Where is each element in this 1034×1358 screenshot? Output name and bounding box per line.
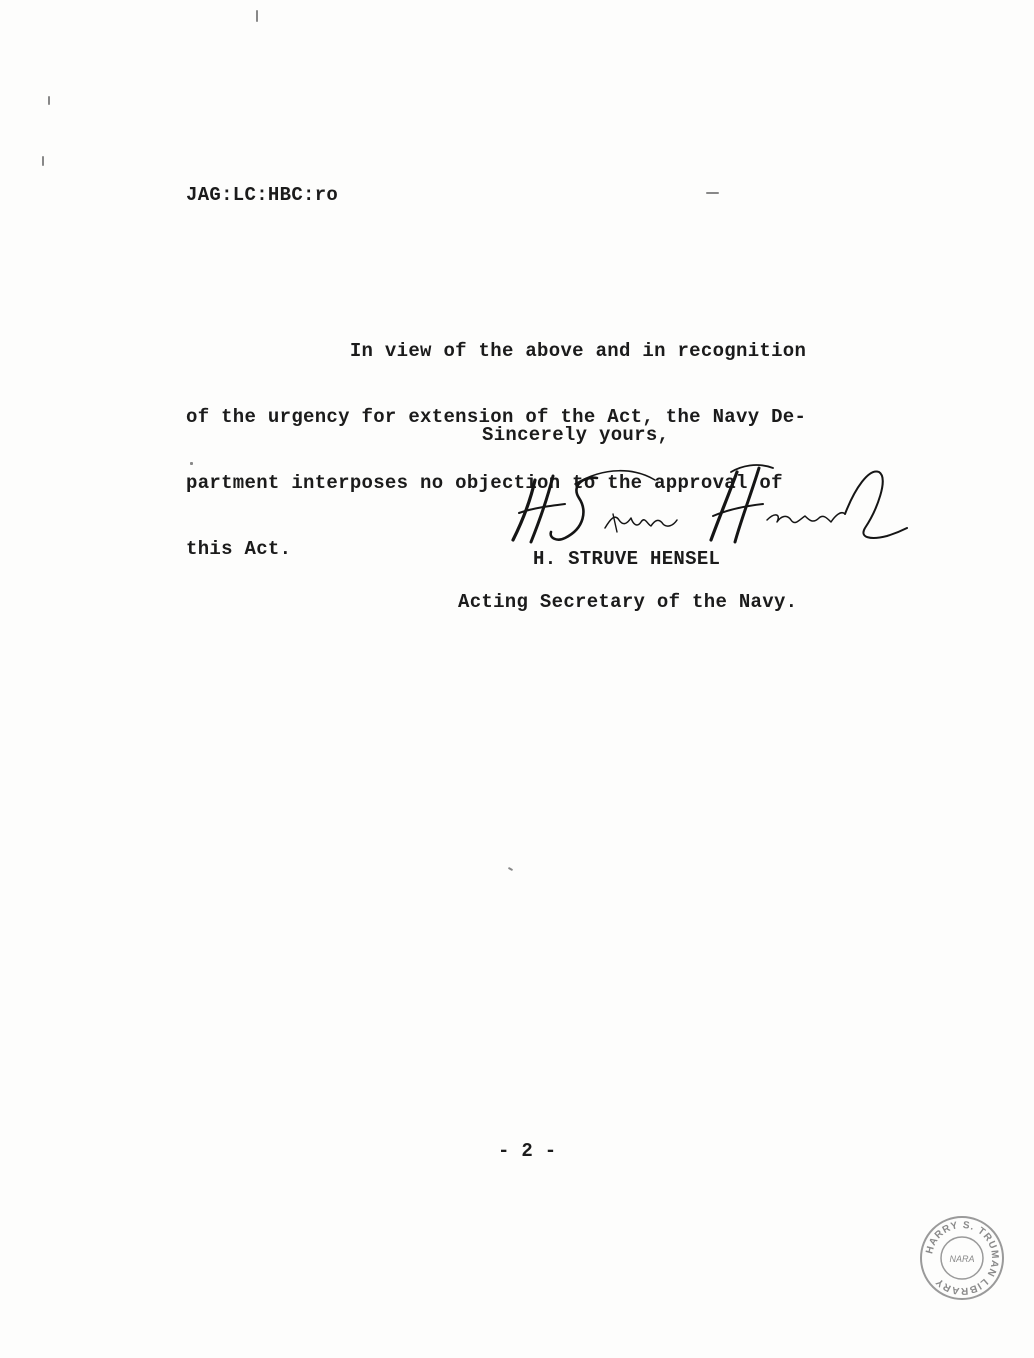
paper-speck: [42, 156, 44, 166]
paper-speck: [48, 96, 50, 105]
body-line: of the urgency for extension of the Act, the Navy De-: [186, 406, 807, 428]
reference-code: JAG:LC:HBC:ro: [186, 184, 339, 206]
body-line: In view of the above and in recognition: [186, 340, 807, 362]
paper-speck: [508, 867, 513, 871]
paper-speck: [706, 192, 719, 194]
page-number: - 2 -: [498, 1140, 557, 1162]
stamp-text: HARRY S. TRUMAN LIBRARY: [924, 1219, 1001, 1297]
library-stamp-icon: [918, 1214, 1006, 1302]
signatory-title: Acting Secretary of the Navy.: [458, 591, 798, 613]
handwritten-signature: [505, 458, 910, 548]
signatory-name: H. STRUVE HENSEL: [533, 548, 721, 570]
closing: Sincerely yours,: [482, 424, 670, 446]
paper-speck: [190, 462, 193, 465]
stamp-inner-text: NARA: [949, 1254, 975, 1264]
body-line: partment interposes no objection to the approval of: [186, 472, 783, 494]
paper-speck: [256, 10, 258, 22]
body-line: this Act.: [186, 538, 292, 560]
